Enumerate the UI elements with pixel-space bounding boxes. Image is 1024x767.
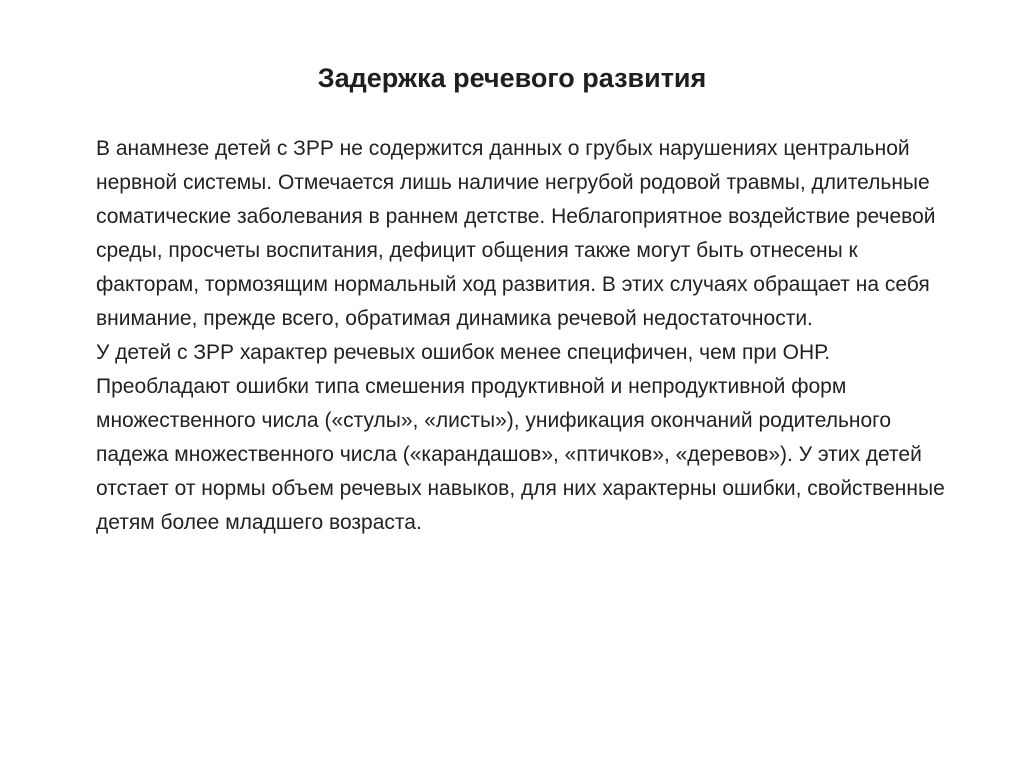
body-paragraph-1: В анамнезе детей с ЗРР не содержится данных о грубых нарушениях центральной нервной системы. Отмечается лишь наличие негрубой родовой травмы, длительные соматические заболевания в раннем детстве. Неблагоприятное воздействие речевой среды, просчеты воспитания, дефицит общения также могут быть отнесены к факторам, тормозящим нормальный ход развития. В этих случаях обращает на себя внимание, прежде всего, обратимая динамика речевой недостаточности. xyxy=(96,137,936,330)
slide-body xyxy=(96,132,956,540)
body-paragraph-2: У детей с ЗРР характер речевых ошибок менее специфичен, чем при ОНР. Преобладают ошибки типа смешения продуктивной и непродуктивной форм множественного числа («стулы», «листы»), унификация окончаний родительного падежа множественного числа («карандашов», «птичков», «деревов»). У этих детей отстает от нормы объем речевых навыков, для них характерны ошибки, свойственные детям более младшего возраста. xyxy=(96,341,945,534)
slide-title: Задержка речевого развития xyxy=(317,63,707,93)
